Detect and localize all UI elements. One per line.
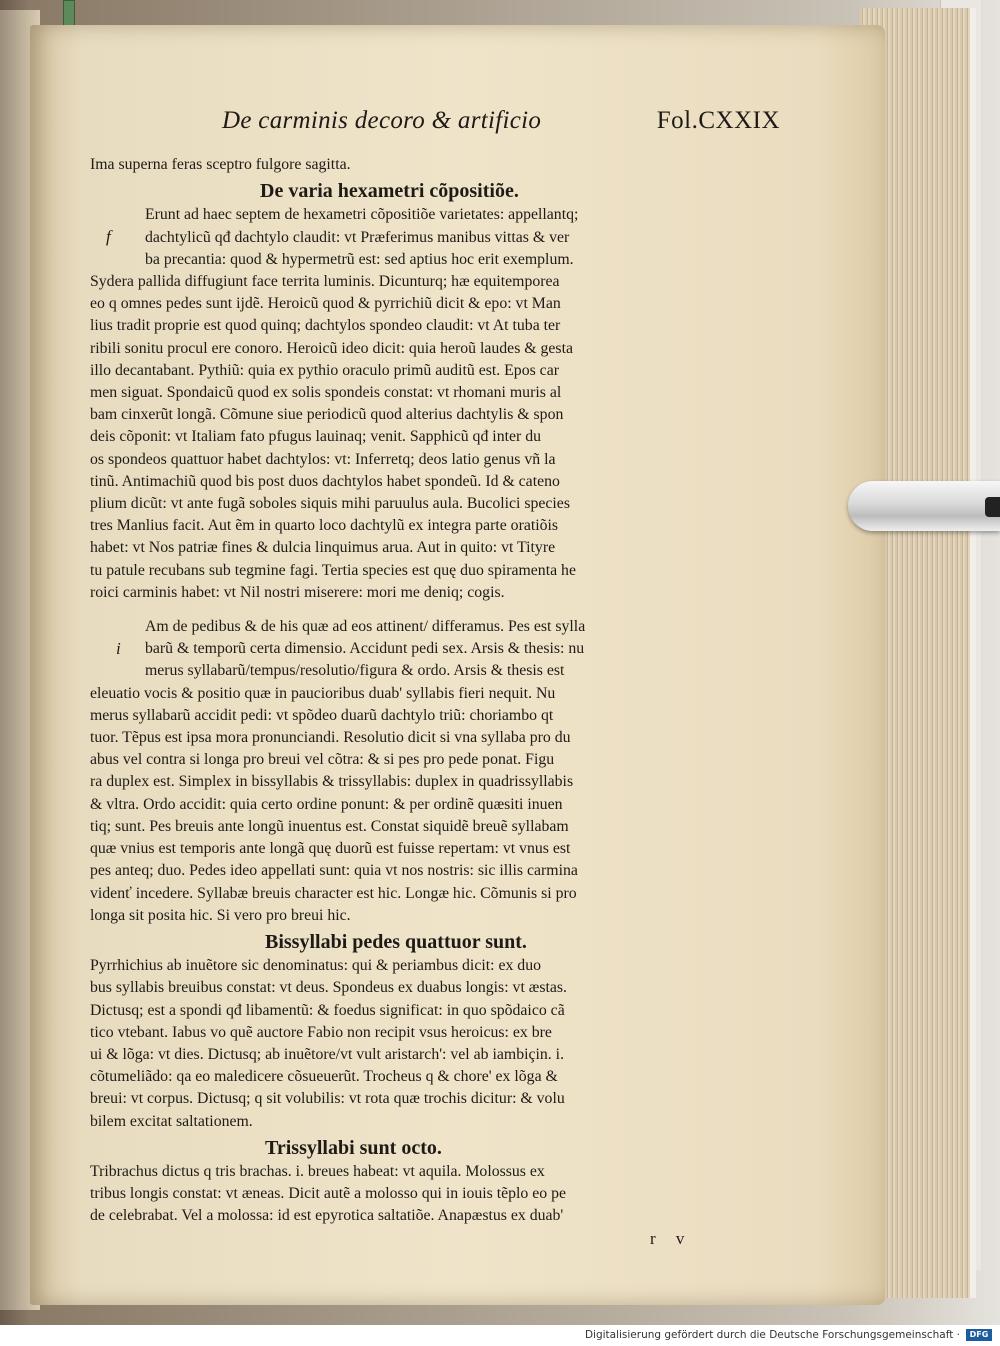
text-line: bus syllabis breuibus constat: vt deus. Spondeus ex duabus longis: vt æstas. [90,979,567,997]
text-line: merus syllabarũ accidit pedi: vt spõdeo duarũ dachtylo triũ: choriambo qt [90,706,554,724]
signature-mark: r v [650,1228,693,1248]
text-line: ribili sonitu procul ere conoro. Heroicũ ideo dicit: quia heroũ laudes & gesta [90,339,573,357]
text-line: ba precantia: quod & hypermetrũ est: sed aptius hoc erit exemplum. [145,250,574,268]
section-trissyllabi [90,1161,770,1228]
text-line: Tribrachus dictus q tris brachas. i. breues habeat: vt aquila. Molossus ex [90,1162,545,1180]
running-head-title: De carminis decoro & artificio [222,107,542,134]
section-pedibus [90,616,770,927]
text-line: dachtylicũ qđ dachtylo claudit: vt Præferimus manibus vittas & ver [145,228,570,246]
text-line: Dictusq; est a spondi qđ libamentũ: & foedus significat: in quo spõdaico cã [90,1001,565,1019]
text-line: os spondeos quattuor habet dachtylos: vt: Inferretq; deos latio genus vñ la [90,450,556,468]
text-line: longa sit posita hic. Si vero pro breui hic. [90,906,351,924]
text-line: roici carminis habet: vt Nil nostri miserere: mori me deniq; cogis. [90,583,505,601]
glass-page-weight [848,481,1000,531]
text-line: plium dicũt: vt ante fugã soboles siquis mihi paruulus aula. Bucolici species [90,495,570,513]
text-line: cõtumeliãdo: qa eo maledicere cõsueuerũt. Trocheus q & chore' ex lõga & [90,1068,558,1086]
text-line: tiq; sunt. Pes breuis ante longũ inuentus est. Constat siquidẽ breuẽ syllabam [90,817,569,835]
text-line: pes anteq; duo. Pedes ideo appellati sunt: quia vt nos nostris: sic illis carmina [90,862,578,880]
text-line: barũ & temporũ certa dimensio. Accidunt pedi sex. Arsis & thesis: nu [145,640,585,658]
text-line: abus vel contra si longa pro breui vel cõtra: & si pes pro pede ponat. Figu [90,751,555,769]
text-line: habet: vt Nos patriæ fines & dulcia linquimus arua. Aut in quito: vt Tityre [90,539,556,557]
footer-credit [0,1325,1000,1346]
text-line: tinũ. Antimachiũ quod bis post duos dachtylos habet spondeũ. Id & cateno [90,472,560,490]
text-line: bilem excitat saltationem. [90,1112,253,1130]
text-line: ra duplex est. Simplex in bissyllabis & trissyllabis: duplex in quadrissyllabis [90,773,574,791]
text-line: Am de pedibus & de his quæ ad eos attinent/ differamus. Pes est sylla [145,618,586,636]
text-line: men siguat. Spondaicũ quod ex solis spondeis constat: vt rhomani muris al [90,384,562,402]
text-line: merus syllabarũ/tempus/resolutio/figura & ordo. Arsis & thesis est [145,662,565,680]
text-line: eo q omnes pedes sunt ijdẽ. Heroicũ quod & pyrrichiũ dicit & epo: vt Man [90,295,561,313]
glass-weight-tip [985,497,1000,517]
text-line: tres Manlius facit. Aut ẽm in quarto loco dachtylũ ex integra parte oratiõis [90,517,559,535]
section-heading-bissyllabi: Bissyllabi pedes quattuor sunt. [265,930,527,953]
section-heading-hexametri: De varia hexametri cõpositiõe. [260,180,519,203]
text-line: breui: vt corpus. Dictusq; q sit volubilis: vt rota quæ trochis dicitur: & volu [90,1090,565,1108]
marginal-letter: i [116,639,121,659]
book-page [30,25,885,1305]
opening-line: Ima superna feras sceptro fulgore sagitta. [90,156,351,173]
text-line: deis cõponit: vt Italiam fato pfugus lauinaq; venit. Sapphicũ qđ inter du [90,428,541,446]
text-line: quæ vnius est temporis ante longã quę duorũ est fuisse repertam: vt vnus est [90,840,571,858]
text-line: illo decantabant. Pythiũ: quia ex pythio oraculo primũ auditũ est. Epos car [90,361,559,379]
text-line: eleuatio vocis & positio quæ in paucioribus duab' syllabis fieri nequit. Nu [90,684,556,702]
text-line: lius tradit proprie est quod quinq; dachtylos spondeo claudit: vt At tuba ter [90,317,561,335]
text-line: videnť incedere. Syllabæ breuis character est hic. Longæ hic. Cõmunis si pro [90,884,577,902]
text-line: tuor. Tẽpus est ipsa mora pronunciandi. Resolutio dicit si vna syllaba pro du [90,729,571,747]
section-heading-trissyllabi: Trissyllabi sunt octo. [265,1136,442,1159]
marginal-letter: f [106,227,111,247]
text-line: tu patule recubans sub tegmine fagi. Tertia species est quę duo spiramenta he [90,561,576,579]
text-line: Pyrrhichius ab inuẽtore sic denominatus: qui & periambus dicit: ex duo [90,957,542,975]
section-hexametri [90,204,770,604]
text-line: bam cinxerũt longã. Cõmune siue periodicũ quod alterius dachtylis & spon [90,406,564,424]
text-line: ui & lõga: vt dies. Dictusq; ab inuẽtore/vt vult aristarch': vel ab iambiçin. i. [90,1045,565,1063]
page-text [90,107,780,1250]
text-line: & vltra. Ordo accidit: quia certo ordine ponunt: & per ordinẽ quæsiti inuen [90,795,563,813]
section-bissyllabi [90,955,770,1133]
footer-text: Digitalisierung gefördert durch die Deutsche Forschungsgemeinschaft · [584,1329,960,1341]
running-head [222,107,780,154]
folio-number: Fol.CXXIX [656,107,780,134]
text-line: tico vtebant. Iabus vo quẽ auctore Fabio non recipit vsus heroicus: ex bre [90,1023,552,1041]
text-line: tribus longis constat: vt æneas. Dicit autẽ a molosso qui in iouis tẽplo eo pe [90,1185,567,1203]
text-line: Sydera pallida diffugiunt face territa luminis. Dicunturq; hæ equitemporea [90,273,560,291]
dfg-logo: DFG [966,1329,992,1341]
text-line: Erunt ad haec septem de hexametri cõpositiõe varietates: appellantq; [145,206,579,224]
text-line: de celebrabat. Vel a molossa: id est epyrotica saltatiõe. Anapæstus ex duab' [90,1207,564,1225]
